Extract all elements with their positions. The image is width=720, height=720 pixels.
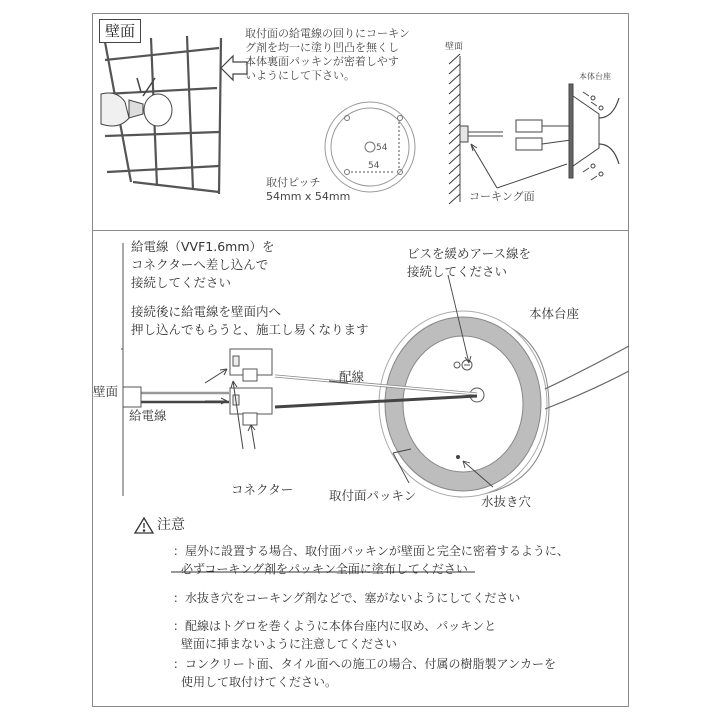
caution-title: 注意 <box>157 517 185 533</box>
base-side-view <box>569 84 619 180</box>
caulking-gun <box>101 78 172 126</box>
instruction-text: 取付面の給電線の回りにコーキン グ剤を均一に塗り凹凸を無くし 本体裏面パッキンが密着しやす いようにして下さい。 <box>245 27 410 82</box>
drain-hole <box>456 455 460 459</box>
top-wall-label: 壁面 <box>445 42 464 52</box>
caulk-wires <box>460 120 571 150</box>
lamp-arm <box>545 346 629 409</box>
feed-label: 給電線 <box>129 408 167 423</box>
note-1: ：屋外に設置する場合、取付面パッキンが壁面と完全に密着するように、 必ずコーキング剤をパッキン全面に塗布してください <box>173 544 569 576</box>
push-instruction: 接続後に給電線を壁面内へ 押し込んでもらうと、施工し易くなります <box>131 304 369 337</box>
note-3: ：配線はトグロを巻くように本体台座内に収め、パッキンと 壁面に挿まないように注意してください <box>173 619 497 651</box>
wall-hatch <box>449 54 460 204</box>
bottom-panel <box>92 230 629 707</box>
drain-label: 水抜き穴 <box>481 494 532 509</box>
supply-instruction: 給電線（VVF1.6mm）を コネクターへ差し込んで 接続してください <box>131 239 275 290</box>
wall-label: 壁面 <box>93 384 119 399</box>
caulk-label: コーキング面 <box>469 190 535 203</box>
dim-vertical: 54 <box>376 143 388 153</box>
top-title: 壁面 <box>99 19 141 43</box>
left-arrow-icon <box>221 56 247 80</box>
wiring-label: 配線 <box>339 369 365 384</box>
caulk-leaders <box>471 144 567 188</box>
top-base-label: 本体台座 <box>579 72 611 81</box>
top-panel <box>92 13 629 231</box>
pitch-label: 取付ピッチ 54mm x 54mm <box>266 176 351 203</box>
wall-line <box>121 243 123 496</box>
feed-cable <box>123 387 141 407</box>
caution-icon <box>135 518 153 533</box>
base-label: 本体台座 <box>529 306 580 321</box>
note-2: ：水抜き穴をコーキング剤などで、塞がないようにしてください <box>173 591 521 605</box>
gasket-label: 取付面パッキン <box>329 488 417 503</box>
screw-instruction: ビスを緩めアース線を 接続してください <box>407 246 532 279</box>
note-4: ：コンクリート面、タイル面への施工の場合、付属の樹脂製アンカーを 使用して取付けてください。 <box>173 657 557 689</box>
dim-horizontal: 54 <box>368 161 380 171</box>
gasket-ring-bottom <box>385 317 541 491</box>
connector-label: コネクター <box>231 482 294 497</box>
connector-1 <box>230 349 272 381</box>
